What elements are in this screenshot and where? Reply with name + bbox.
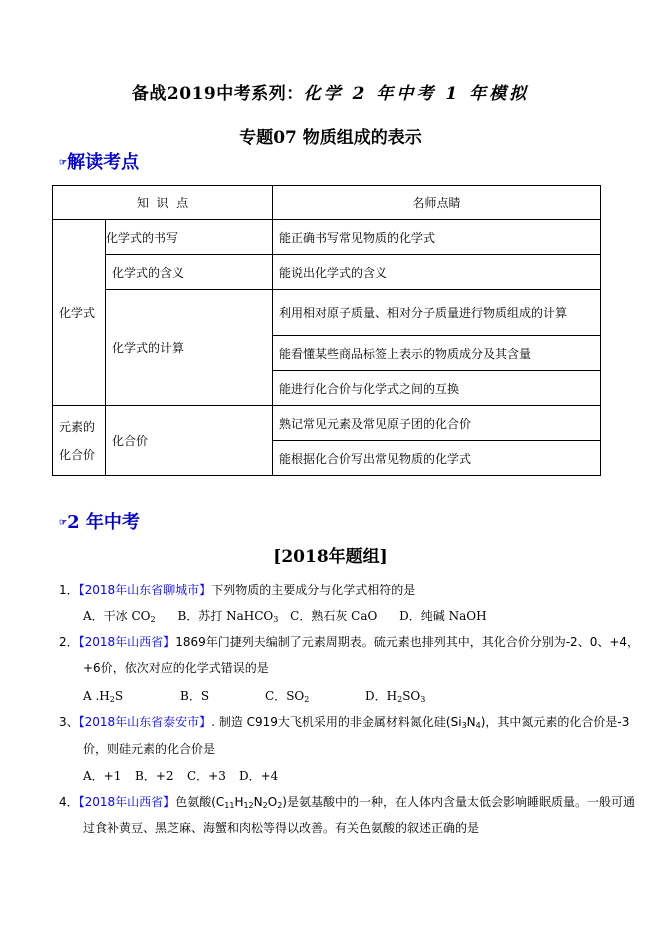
question-number: 1．: [59, 583, 79, 597]
option: A．+1: [83, 769, 122, 783]
question-stem: 色氨酸(C: [175, 795, 225, 809]
section-heading-interpret: [59, 148, 139, 174]
question-3: 3、【2018年山东省泰安市】. 制造 C919大飞机采用的非金属材料氮化硅$(Si_3N_4)$，其中氮元素的化合价是-3: [59, 715, 630, 730]
option: C．+3: [187, 769, 226, 783]
question-2: [59, 632, 639, 652]
question-3-options: [83, 766, 278, 786]
option: A．干冰 $CO_2$: [83, 609, 156, 624]
pen-pointing-icon: ☞: [59, 158, 67, 168]
question-source: 【2018年山东省泰安市】: [78, 715, 212, 729]
question-1: [59, 580, 415, 600]
section-label: 2 年中考: [67, 512, 140, 533]
table-row: [53, 290, 601, 336]
section-heading-exams: [59, 508, 140, 534]
table-row: [53, 220, 601, 255]
topic-cell: 化学式的书写: [106, 220, 273, 255]
question-source: 【2018年山东省聊城市】: [78, 583, 212, 597]
question-number: 3、: [59, 715, 79, 729]
question-stem: 1869年门捷列夫编制了元素周期表。硫元素也排列其中，其化合价分别为-2、0、+4，: [175, 635, 640, 649]
table-header-row: [53, 186, 601, 220]
knowledge-points-table: [52, 185, 601, 476]
question-source: 【2018年山西省】: [78, 635, 176, 649]
question-2-stem-cont: +6价，依次对应的化学式错误的是: [83, 661, 269, 675]
tip-cell: 利用相对原子质量、相对分子质量进行物质组成的计算: [273, 290, 601, 336]
table-row: [53, 406, 601, 441]
title-stylized: 化学 2 年中考 1 年模拟: [303, 84, 530, 104]
group-name: 化学式: [53, 220, 106, 406]
question-number: 2．: [59, 635, 79, 649]
question-2-options: [83, 686, 603, 710]
topic-cell: 化学式的计算: [106, 290, 273, 406]
document-subtitle: 专题07 物质组成的表示: [239, 128, 422, 148]
group-name-line: 元素的: [59, 419, 96, 434]
document-title: [0, 79, 661, 104]
tip-cell: 能正确书写常见物质的化学式: [273, 220, 601, 255]
option: A $.H_2S$: [83, 689, 124, 704]
question-4-stem-cont: 过食补黄豆、黑芝麻、海蟹和肉松等得以改善。有关色氨酸的叙述正确的是: [83, 821, 480, 835]
option: C．$SO_2$: [265, 689, 310, 704]
option: D．+4: [239, 769, 279, 783]
option: D．纯碱 NaOH: [399, 609, 487, 623]
table-row: [53, 255, 601, 290]
tip-cell: 能看懂某些商品标签上表示的物质成分及其含量: [273, 336, 601, 371]
title-prefix: 备战2019中考系列：: [131, 84, 304, 104]
question-source: 【2018年山西省】: [78, 795, 176, 809]
pen-pointing-icon: ☞: [59, 518, 67, 528]
question-stem: . 制造 C919大飞机采用的非金属材料氮化硅(Si: [211, 715, 462, 729]
option: B．S: [180, 689, 210, 703]
tip-cell: 熟记常见元素及常见原子团的化合价: [273, 406, 601, 441]
group-name-line: 化合价: [59, 447, 96, 462]
question-3-stem-cont: 价，则硅元素的化合价是: [83, 742, 216, 756]
header-teacher-tips: 名师点睛: [273, 186, 601, 220]
header-knowledge-point: 知 识 点: [53, 186, 273, 220]
question-group-title: [2018年题组]: [273, 547, 388, 567]
option: B．苏打 NaHCO$_3$: [177, 609, 279, 624]
question-number: 4．: [59, 795, 79, 809]
section-label: 解读考点: [67, 152, 140, 173]
question-4: 4．【2018年山西省】色氨酸$(C_{11}H_{12}N_2O_2)$是氨基酸中的一种，在人体内含量太低会影响睡眠质量。一般可通: [59, 795, 635, 810]
tip-cell: 能根据化合价写出常见物质的化学式: [273, 441, 601, 476]
question-1-options: [83, 606, 487, 630]
group-name: [53, 406, 106, 476]
question-stem: 下列物质的主要成分与化学式相符的是: [211, 583, 416, 597]
option: C．熟石灰 CaO: [290, 609, 378, 623]
option: D．$H_2SO_3$: [365, 689, 426, 704]
option: B．+2: [135, 769, 174, 783]
tip-cell: 能进行化合价与化学式之间的互换: [273, 371, 601, 406]
topic-cell: 化学式的含义: [106, 255, 273, 290]
topic-cell: 化合价: [106, 406, 273, 476]
tip-cell: 能说出化学式的含义: [273, 255, 601, 290]
